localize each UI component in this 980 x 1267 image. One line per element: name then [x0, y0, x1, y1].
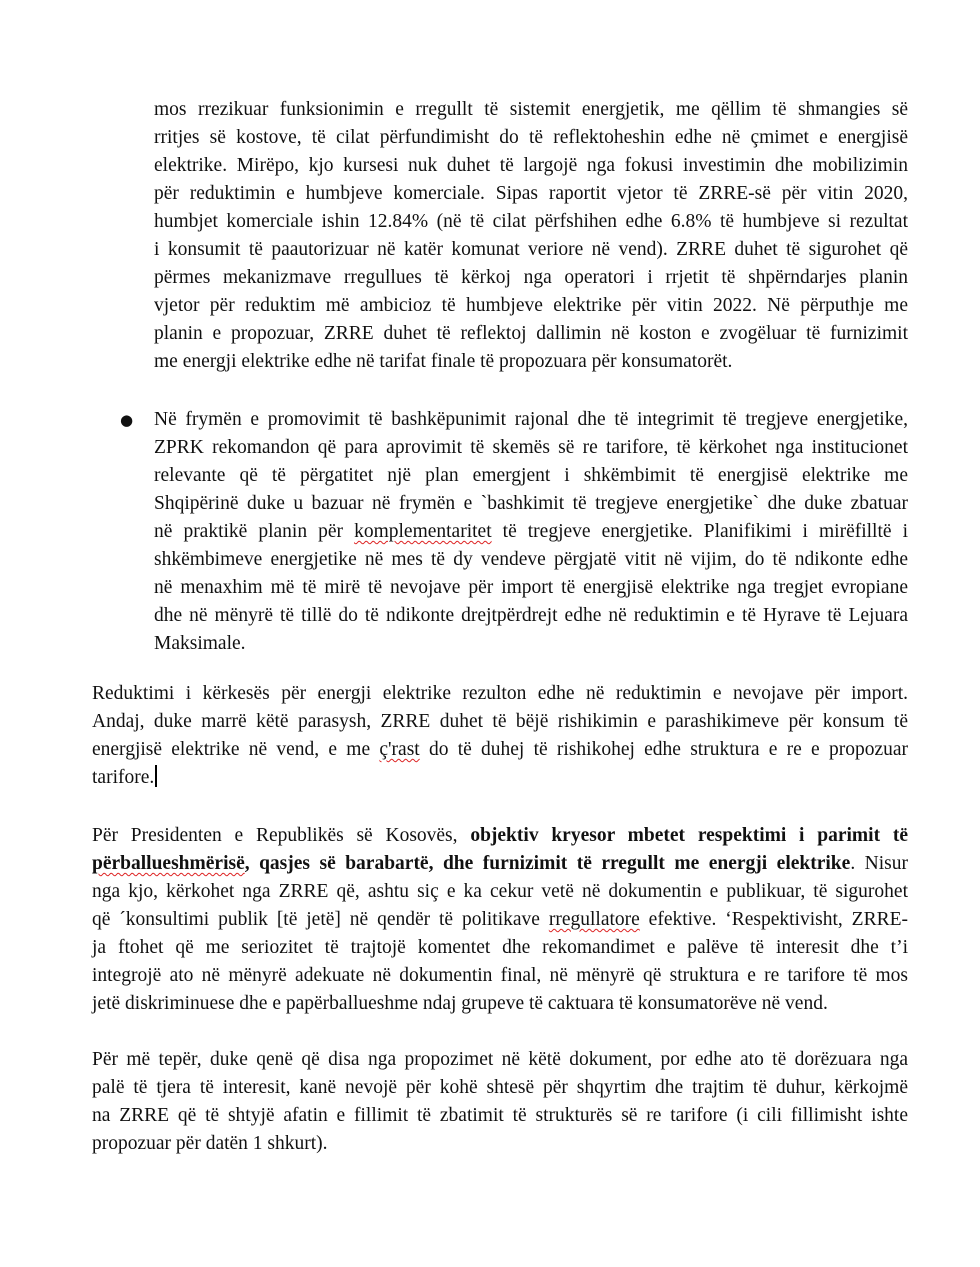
- text-line: [92, 822, 908, 850]
- text-span: energjisë elektrike në vend, e me: [92, 739, 380, 760]
- text-line: [154, 518, 908, 546]
- text-line: ZPRK rekomandon që para aprovimit të skemës së re tarifore, të kërkohet nga institucionet: [154, 437, 908, 458]
- text-line: dhe në mënyrë të tillë do të ndikonte drejtpërdrejt edhe në reduktimin e të Hyrave të Lejuara: [154, 605, 908, 626]
- text-span: që ´konsultimi publik [të jetë] në qendër të politikave: [92, 909, 549, 930]
- text-line: vjetor për reduktim më ambicioz të humbjeve elektrike për vitin 2022. Në përputhje me: [154, 295, 908, 316]
- text-line: nga kjo, kërkohet nga ZRRE që, ashtu siç e ka cekur vetë në dokumentin e publikuar, të sigurohet: [92, 881, 908, 902]
- text-line: përmes mekanizmave rregullues të kërkoj nga operatori i rrjetit të shpërndarjes planin: [154, 267, 908, 288]
- text-line: në menaxhim më të mirë të nevojave për import të energjisë elektrike nga tregjet evropiane: [154, 577, 908, 598]
- text-line: elektrike. Mirëpo, kjo kursesi nuk duhet të largojë nga fokusi investimin dhe mobilizimin: [154, 155, 908, 176]
- text-line: Maksimale.: [154, 633, 246, 654]
- text-span: efektive. ‘Respektivisht, ZRRE-: [639, 909, 908, 930]
- text-line: relevante që të përgatitet një plan emergjent i shkëmbimit të energjisë elektrike me: [154, 465, 908, 486]
- text-line: ja ftohet që me seriozitet të trajtojë komentet dhe rekomandimet e palëve të interesit dhe t’i: [92, 937, 908, 958]
- text-line: i konsumit të paautorizuar në katër komunat veriore në vend). ZRRE duhet të sigurohet që: [154, 239, 908, 260]
- text-line: Për më tepër, duke qenë që disa nga propozimet në këtë dokument, por edhe ato të dorëzuara nga: [92, 1049, 908, 1070]
- bold-text: , qasjes së barabartë, dhe furnizimit të rregullt me energji elektrike: [244, 853, 851, 874]
- text-line: Në frymën e promovimit të bashkëpunimit rajonal dhe të integrimit të tregjeve energjetike,: [154, 409, 908, 430]
- text-line: [92, 906, 908, 934]
- text-line: integrojë ato në mënyrë adekuate në dokumentin final, në mënyrë që struktura e re tarifore të mos: [92, 965, 908, 986]
- spelling-error-word[interactable]: ç'rast: [379, 739, 420, 760]
- text-cursor: [155, 765, 157, 787]
- text-line: Andaj, duke marrë këtë parasysh, ZRRE duhet të bëjë rishikimin e parashikimeve për konsum të: [92, 711, 908, 732]
- text-span: do të duhej të rishikohej edhe struktura e re e propozuar: [419, 739, 909, 760]
- spelling-error-word[interactable]: përballueshmërisë: [92, 853, 245, 874]
- text-line: me energji elektrike edhe në tarifat finale të propozuara për konsumatorët.: [154, 351, 733, 372]
- text-span: tarifore.: [92, 767, 155, 788]
- text-span: . Nisur: [850, 853, 908, 874]
- text-line: propozuar për datën 1 shkurt).: [92, 1133, 328, 1154]
- text-line: palë të tjera të interesit, kanë nevojë për kohë shtesë për shqyrtim dhe trajtim të duhur, kërkojmë: [92, 1077, 908, 1098]
- text-line: për reduktimin e humbjeve komerciale. Sipas raportit vjetor të ZRRE-së për vitin 2020,: [154, 183, 908, 204]
- text-line: humbjet komerciale ishin 12.84% (në të cilat përfshihen edhe 6.8% të humbjeve si rezultat: [154, 211, 908, 232]
- spelling-error-word[interactable]: komplementaritet: [354, 521, 492, 542]
- text-line: [92, 736, 908, 764]
- spelling-error-word[interactable]: rregullatore: [548, 909, 640, 930]
- text-line: rritjes së kostove, të cilat përfundimisht do të reflektoheshin edhe në çmimet e energjisë: [154, 127, 908, 148]
- text-line: jetë diskriminuese dhe e papërballueshme ndaj grupeve të caktuara të konsumatorëve në vend.: [92, 993, 828, 1014]
- bold-text: objektiv kryesor mbetet respektimi i parimit të: [470, 825, 908, 846]
- text-span: të tregjeve energjetike. Planifikimi i mirëfilltë i: [491, 521, 908, 542]
- text-line: mos rrezikuar funksionimin e rregullt të sistemit energjetik, me qëllim të shmangies së: [154, 99, 908, 120]
- text-line: na ZRRE që të shtyjë afatin e fillimit të zbatimit të strukturës së re tarifore (i cili fillimisht ishte: [92, 1105, 908, 1126]
- text-line: Reduktimi i kërkesës për energji elektrike rezulton edhe në reduktimin e nevojave për import.: [92, 683, 908, 704]
- bullet-marker: ●: [120, 411, 134, 429]
- text-line: [92, 764, 908, 792]
- text-span: në praktikë planin për: [154, 521, 355, 542]
- text-span: Për Presidenten e Republikës së Kosovës,: [92, 825, 471, 846]
- text-line: Shqipërinë duke u bazuar në frymën e `bashkimit të tregjeve energjetike` dhe duke zbatuar: [154, 493, 908, 514]
- text-line: planin e propozuar, ZRRE duhet të reflektoj dallimin në koston e zvogëluar të furnizimit: [154, 323, 908, 344]
- text-line: [92, 850, 908, 878]
- text-line: shkëmbimeve energjetike në mes të dy vendeve përgjatë vitit në vijim, do të ndikonte edhe: [154, 549, 908, 570]
